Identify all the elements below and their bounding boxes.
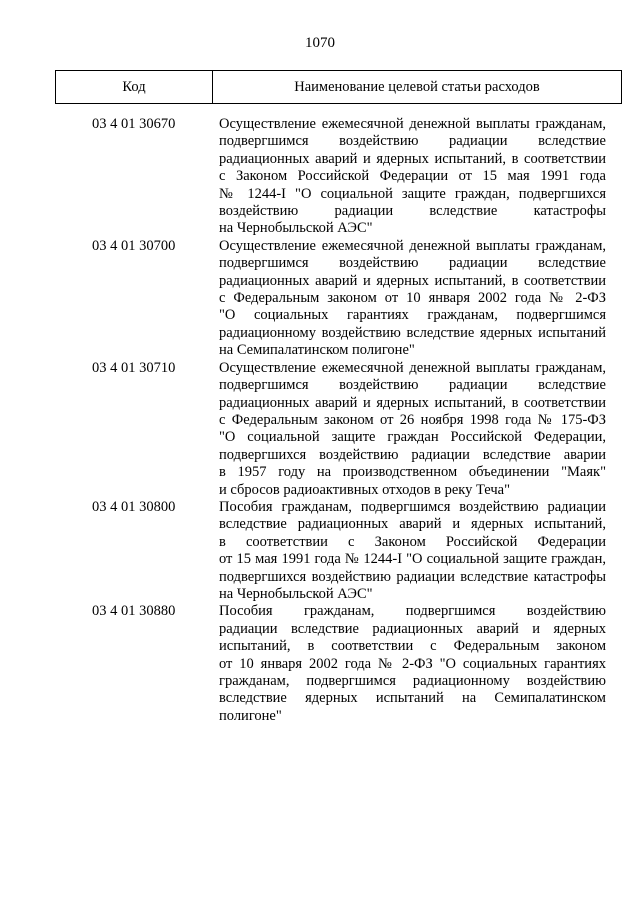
- row-description: [219, 499, 606, 603]
- description-line: № 1244-I "О социальной защите граждан, подвергшихся: [219, 185, 606, 202]
- table-row: [0, 360, 640, 499]
- description-line: от 15 мая 1991 года № 1244-I "О социальной защите граждан,: [219, 551, 606, 568]
- description-line: подвергшихся воздействию радиации вследствие катастрофы: [219, 568, 606, 585]
- description-line: радиационных аварий и ядерных испытаний, в соответствии: [219, 394, 606, 411]
- description-line: Пособия гражданам, подвергшимся воздействию: [219, 603, 606, 620]
- budget-rows: [0, 116, 640, 725]
- description-line: Осуществление ежемесячной денежной выплаты гражданам,: [219, 116, 606, 132]
- description-line: на Чернобыльской АЭС": [219, 220, 373, 237]
- description-line: радиационному воздействию вследствие ядерных испытаний: [219, 324, 606, 341]
- description-line: в 1957 году на производственном объединении "Маяк": [219, 464, 606, 481]
- description-line: и сбросов радиоактивных отходов в реку Теча": [219, 481, 510, 498]
- table-header: [55, 70, 622, 104]
- description-line: на Семипалатинском полигоне": [219, 342, 415, 359]
- row-code: 03 4 01 30670: [92, 116, 176, 132]
- row-code: 03 4 01 30800: [92, 498, 176, 515]
- header-name-column: Наименование целевой статьи расходов: [294, 78, 540, 95]
- description-line: радиационных аварий и ядерных испытаний, в соответствии: [219, 272, 606, 289]
- description-line: от 10 января 2002 года № 2-ФЗ "О социальных гарантиях: [219, 655, 606, 672]
- description-line: "О социальной защите граждан Российской Федерации,: [219, 429, 606, 446]
- row-code: 03 4 01 30880: [92, 603, 176, 620]
- description-line: "О социальных гарантиях гражданам, подвергшимся: [219, 307, 606, 324]
- description-line: вследствие ядерных испытаний на Семипалатинском: [219, 690, 606, 707]
- description-line: подвергшимся воздействию радиации вследствие: [219, 377, 606, 394]
- description-line: радиации вследствие радиационных аварий и ядерных: [219, 620, 606, 637]
- description-line: испытаний, в соответствии с Федеральным законом: [219, 638, 606, 655]
- row-code: 03 4 01 30710: [92, 359, 176, 376]
- description-line: Пособия гражданам, подвергшимся воздействию радиации: [219, 498, 606, 515]
- description-line: с Федеральным законом от 10 января 2002 года № 2-ФЗ: [219, 290, 606, 307]
- description-line: в соответствии с Законом Российской Федерации: [219, 533, 606, 550]
- table-row: [0, 603, 640, 725]
- page-number: 1070: [305, 35, 335, 51]
- description-line: полигоне": [219, 707, 282, 724]
- description-line: Осуществление ежемесячной денежной выплаты гражданам,: [219, 359, 606, 376]
- description-line: подвергшимся воздействию радиации вследствие: [219, 255, 606, 272]
- description-line: с Законом Российской Федерации от 15 мая 1991 года: [219, 168, 606, 185]
- table-row: [0, 116, 640, 238]
- description-line: Осуществление ежемесячной денежной выплаты гражданам,: [219, 237, 606, 254]
- description-line: вследствие радиационных аварий и ядерных испытаний,: [219, 516, 606, 533]
- row-description: [219, 238, 606, 360]
- row-description: [219, 603, 606, 725]
- row-description: [219, 360, 606, 499]
- row-description: [219, 116, 606, 238]
- description-line: с Федеральным законом от 26 ноября 1998 года № 175-ФЗ: [219, 411, 606, 428]
- description-line: подвергшихся воздействию радиации вследствие аварии: [219, 446, 606, 463]
- description-line: на Чернобыльской АЭС": [219, 585, 373, 602]
- description-line: воздействию радиации вследствие катастрофы: [219, 203, 606, 220]
- description-line: гражданам, подвергшимся радиационному воздействию: [219, 673, 606, 689]
- table-row: [0, 238, 640, 360]
- description-line: радиационных аварий и ядерных испытаний, в соответствии: [219, 150, 606, 167]
- header-code-column: Код: [56, 71, 213, 103]
- description-line: подвергшимся воздействию радиации вследствие: [219, 133, 606, 150]
- table-row: [0, 499, 640, 603]
- row-code: 03 4 01 30700: [92, 237, 176, 254]
